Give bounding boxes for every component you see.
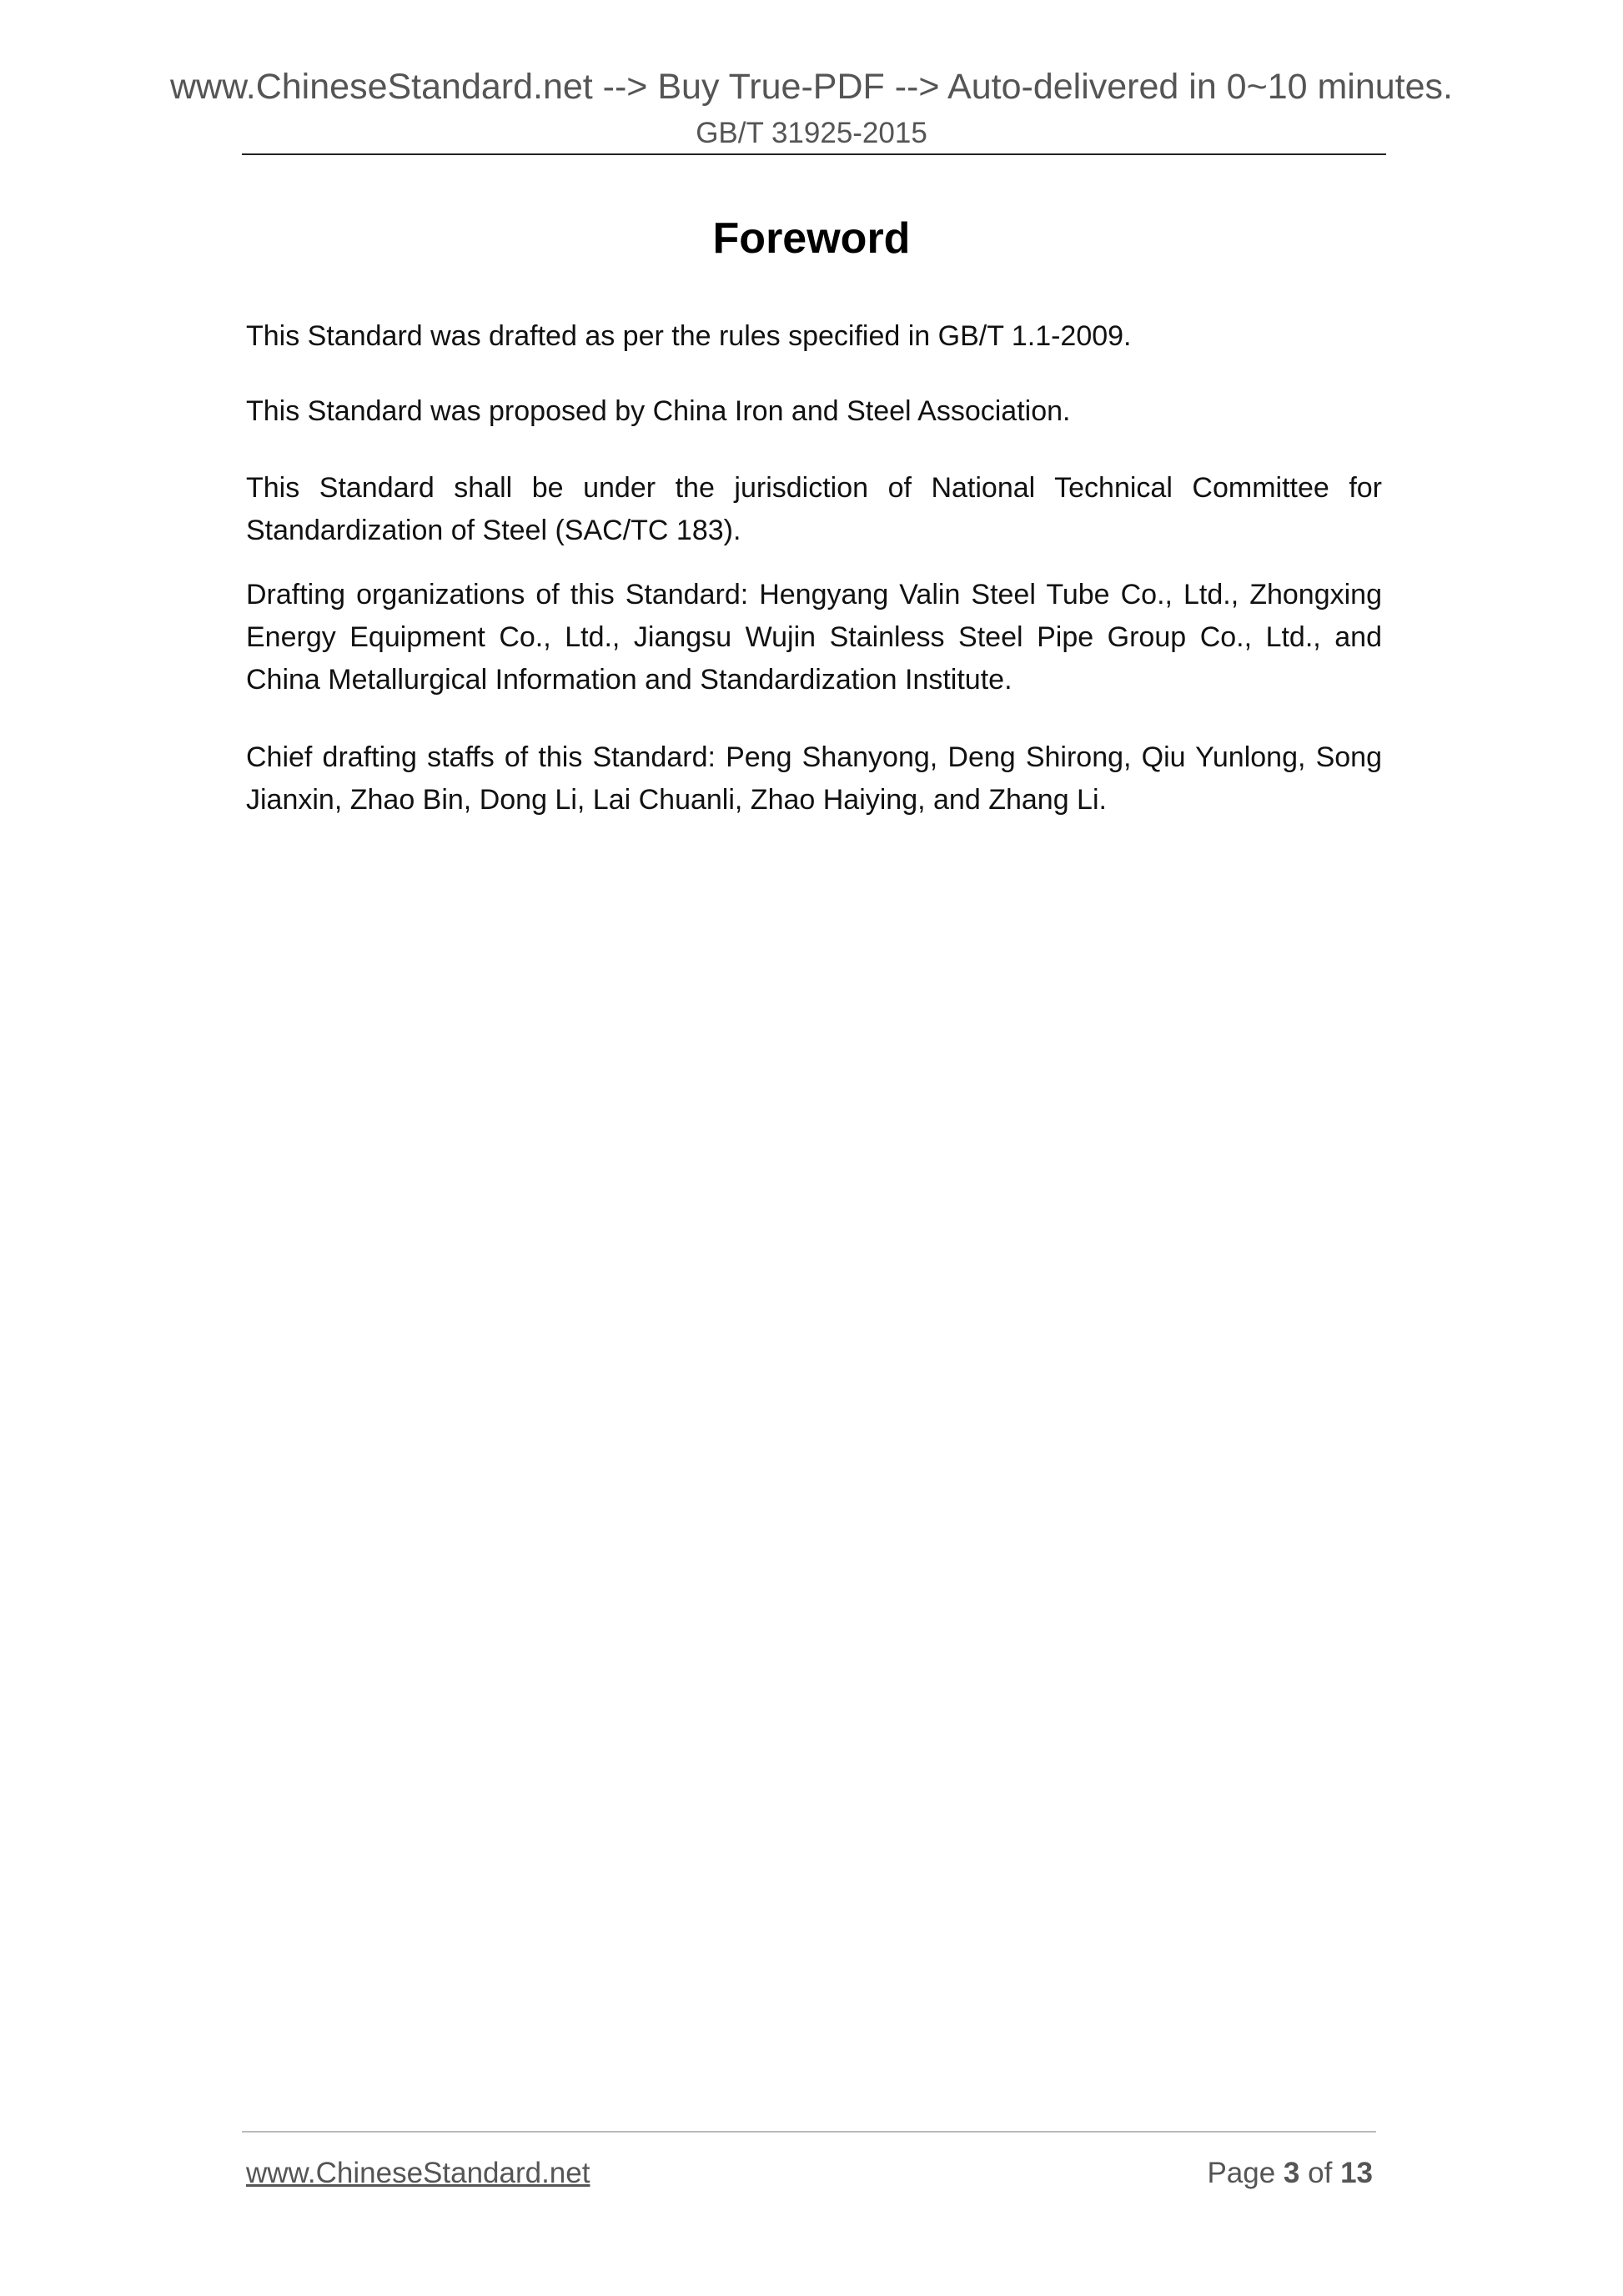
paragraph-chief-drafting-staffs: Chief drafting staffs of this Standard: Peng Shanyong, Deng Shirong, Qiu Yunlong, Song Jianxin, Zhao Bin, Dong Li, Lai Chuanli, Zhao Haiying, and Zhang Li. — [246, 741, 1382, 816]
page-current: 3 — [1283, 2157, 1300, 2189]
page-of: of — [1308, 2157, 1333, 2189]
header-banner: www.ChineseStandard.net --> Buy True-PDF --> Auto-delivered in 0~10 minutes. — [169, 67, 1453, 107]
paragraph-drafting-organizations: Drafting organizations of this Standard: Hengyang Valin Steel Tube Co., Ltd., Zhongxing Energy Equipment Co., Ltd., Jiangsu Wujin Stainless Steel Pipe Group Co., Ltd., and China Metallurgical Information and Standardization Institute. — [246, 579, 1382, 696]
page-number — [1207, 2155, 1373, 2192]
footer-divider — [242, 2131, 1376, 2133]
header-divider — [242, 153, 1386, 155]
paragraph-drafting-rules: This Standard was drafted as per the rules specified in GB/T 1.1-2009. — [246, 320, 1132, 352]
standard-code: GB/T 31925-2015 — [696, 117, 927, 149]
page-total: 13 — [1340, 2157, 1373, 2189]
paragraph-proposed-by: This Standard was proposed by China Iron and Steel Association. — [246, 395, 1071, 427]
page-prefix: Page — [1207, 2157, 1276, 2189]
footer-website-link[interactable]: www.ChineseStandard.net — [246, 2157, 590, 2189]
page-title: Foreword — [712, 214, 911, 263]
paragraph-jurisdiction: This Standard shall be under the jurisdiction of National Technical Committee for Standardization of Steel (SAC/TC 183). — [246, 472, 1382, 546]
